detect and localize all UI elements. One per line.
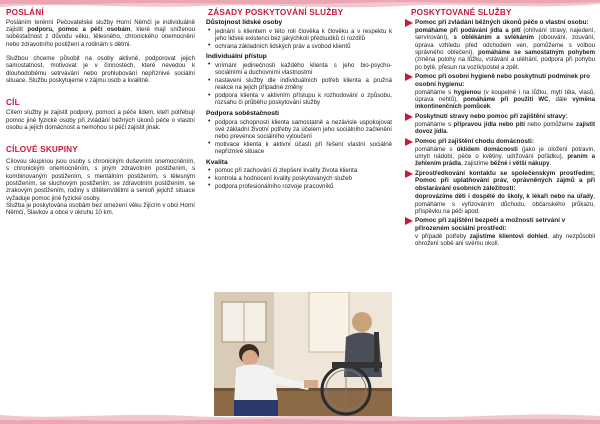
list-item: • nastavení služby dle individuálních potřeb klienta a pružná reakce na jejich případné změny: [206, 77, 392, 92]
principles-heading: ZÁSADY POSKYTOVÁNÍ SLUŽBY: [208, 8, 344, 17]
group-list-individual: [206, 62, 392, 107]
target-groups-paragraph-2: Služba je poskytována osobám bez omezení věku žijícím v obci Horní Němčí, Slavkov a obce v okruhu 10 km.: [6, 201, 195, 217]
group-list-dignity: [206, 28, 392, 50]
service-title: Pomoc při zajištění bezpečí a možnosti setrvání v přirozeném sociální prostředí:: [415, 217, 566, 232]
service-description: pomáháme s přípravou jídla nebo pití nebo pomůžeme zajistit dovoz jídla.: [415, 120, 595, 136]
list-item: • podpora profesionálního rozvoje pracovníků: [206, 183, 392, 190]
arrow-marker-icon: [405, 138, 413, 146]
services-heading: POSKYTOVANÉ SLUŽBY: [411, 8, 512, 17]
list-item: • podpora schopnosti klienta samostatně a nezávisle uspokojovat své základní životní potřeby za účelem jeho sociálního začlenění nebo prevence sociálního vyloučení: [206, 119, 392, 141]
mission-paragraph-1: Posláním terénní Pečovatelské služby Horní Němčí je individuálně zajistit podporu, pomoc a péči osobám, které mají sníženou soběstačnost z důvodu věku, tělesného, chronického onemocnění nebo zdravotního postižení a rodinám s dětmi.: [6, 18, 195, 48]
group-heading-dignity: Důstojnost lidské osoby: [206, 18, 283, 26]
service-item: [405, 113, 595, 136]
service-title: Pomoc při osobní hygieně nebo poskytnutí podmínek pro osobní hygienu:: [415, 72, 591, 88]
section-mission: [6, 8, 195, 84]
group-heading-quality: Kvalita: [206, 158, 228, 166]
section-target-groups: [6, 145, 195, 216]
service-description: pomáháme s úklidem domácnosti (jako je úložení potravin, umytí nádobí, péče o květiny, udržování pořádku), praním a žehlením prádla, zajistíme běžné i větší nákupy.: [415, 145, 595, 168]
column-services: [405, 8, 595, 250]
services-list: [405, 19, 595, 248]
group-list-self-sufficiency: [206, 119, 392, 156]
service-item: [405, 19, 595, 71]
list-item: • vnímání jedinečnosti každého klienta s jeho bio-psycho-sociálními a duchovními vlastnostmi: [206, 62, 392, 77]
list-item: • jednání s klientem v této roli člověka k člověku a v respektu k jeho lidské existenci bez jakýchkoli předsudků či rozdílů: [206, 28, 392, 43]
mission-paragraph-2: Službou chceme působit na osoby aktivně, podporovat jejich samostatnost, motivovat je v činnostech, které nevedou k dlouhodobému setrvávání nebo prohlubování nepříznivé sociální situace. Službu poskytujeme v zájmu osob a kvalitně.: [6, 55, 195, 85]
list-item: • motivace klienta k aktivní účasti při řešení vlastní sociálně nepříznivé situace: [206, 141, 392, 156]
column-about: [6, 8, 195, 224]
service-description: pomáháme při podávání jídla a pití (ohlívání stravy, najedení, servírování), s oblékáním a svlékáním (obouvání, zouvání, úprava vzhledu před odchodem ven, pomůžeme s volbou správného oblečení), pomáháme se samostatným pohybem (změna polohy na lůžku, vstávání a uléhání, podpora při pohybu po bytě, přesun na vozík/postel a zpět.: [415, 27, 596, 71]
service-title: Poskytnutí stravy nebo pomoc při zajištění stravy:: [415, 112, 568, 120]
service-description: pomáháme s hygienou (v koupelně i na lůžku, mytí těla, vlasů, úprava nehtů), pomáháme při použití WC, dále výměna inkontinenčních pomůcek.: [415, 88, 596, 111]
service-title: Pomoc při zajištění chodu domácnosti:: [415, 137, 534, 145]
mission-heading: POSLÁNÍ: [6, 8, 44, 17]
group-heading-self-sufficiency: Podpora soběstačnosti: [206, 109, 279, 117]
service-item: [405, 170, 595, 216]
list-item: • podpora klienta v aktivním přístupu k rozhodování o způsobu, rozsahu či průběhu poskytování služby: [206, 92, 392, 107]
target-groups-paragraph-1: Cílovou skupinou jsou osoby s chronickým duševním onemocněním, s chronickým onemocněním, s jiným zdravotním postižením, s kombinovaným postižením, s mentálním postižením, s tělesným postižením, se sluchovým postižením, se zdravotním postižením, se zrakovým postižením, rodiny s dítětem/dětmi a senioři jejichž situace vyžaduje pomoc jiné fyzické osoby.: [6, 157, 195, 202]
group-heading-individual: Individuální přístup: [206, 53, 267, 61]
arrow-marker-icon: [405, 19, 413, 27]
target-groups-heading: CÍLOVÉ SKUPINY: [6, 145, 78, 155]
list-item: • ochrana základních lidských práv a svobod klientů: [206, 43, 392, 50]
arrow-marker-icon: [405, 217, 413, 225]
service-item: [405, 138, 595, 168]
group-list-quality: [206, 167, 392, 190]
service-description: doprovázíme děti i dospělé do školy, k lékaři nebo na úřady, pomáháme s vyřizováním důchodu, občanského průkazu, příspěvku na péči apod.: [415, 193, 595, 215]
section-goal: [6, 98, 195, 131]
service-item: [405, 217, 595, 248]
arrow-marker-icon: [405, 170, 413, 178]
list-item: • pomoc při zachování či zlepšení kvality života klienta: [206, 167, 392, 174]
service-title: Zprostředkování kontaktu se společenským prostředím; Pomoc při uplatňování práv, oprávněných zájmů a při obstarávání osobních záležitostí:: [415, 169, 595, 193]
caregiver-wheelchair-photo: [214, 292, 392, 416]
service-title: Pomoc při zvládání běžných úkonů péče o vlastní osobu:: [415, 18, 589, 26]
service-item: [405, 73, 595, 111]
service-description: v případě potřeby zajistíme klientovi dohled, aby nezpůsobil ohrožení sobě ani svému okolí.: [415, 233, 596, 248]
column-principles: [206, 8, 392, 191]
list-item: • kontrola a hodnocení kvality poskytovaných služeb: [206, 175, 392, 182]
arrow-marker-icon: [405, 73, 413, 81]
arrow-marker-icon: [405, 113, 413, 121]
goal-paragraph: Cílem služby je zajistit podpory, pomoci a péče lidem, kteří potřebují pomoc jiné fyzické osoby při zvládání běžných úkonů péče o vlastní osobu a jejich domácnost a nemohou si péči zajistit jinak.: [6, 109, 195, 131]
goal-heading: CÍL: [6, 98, 20, 108]
